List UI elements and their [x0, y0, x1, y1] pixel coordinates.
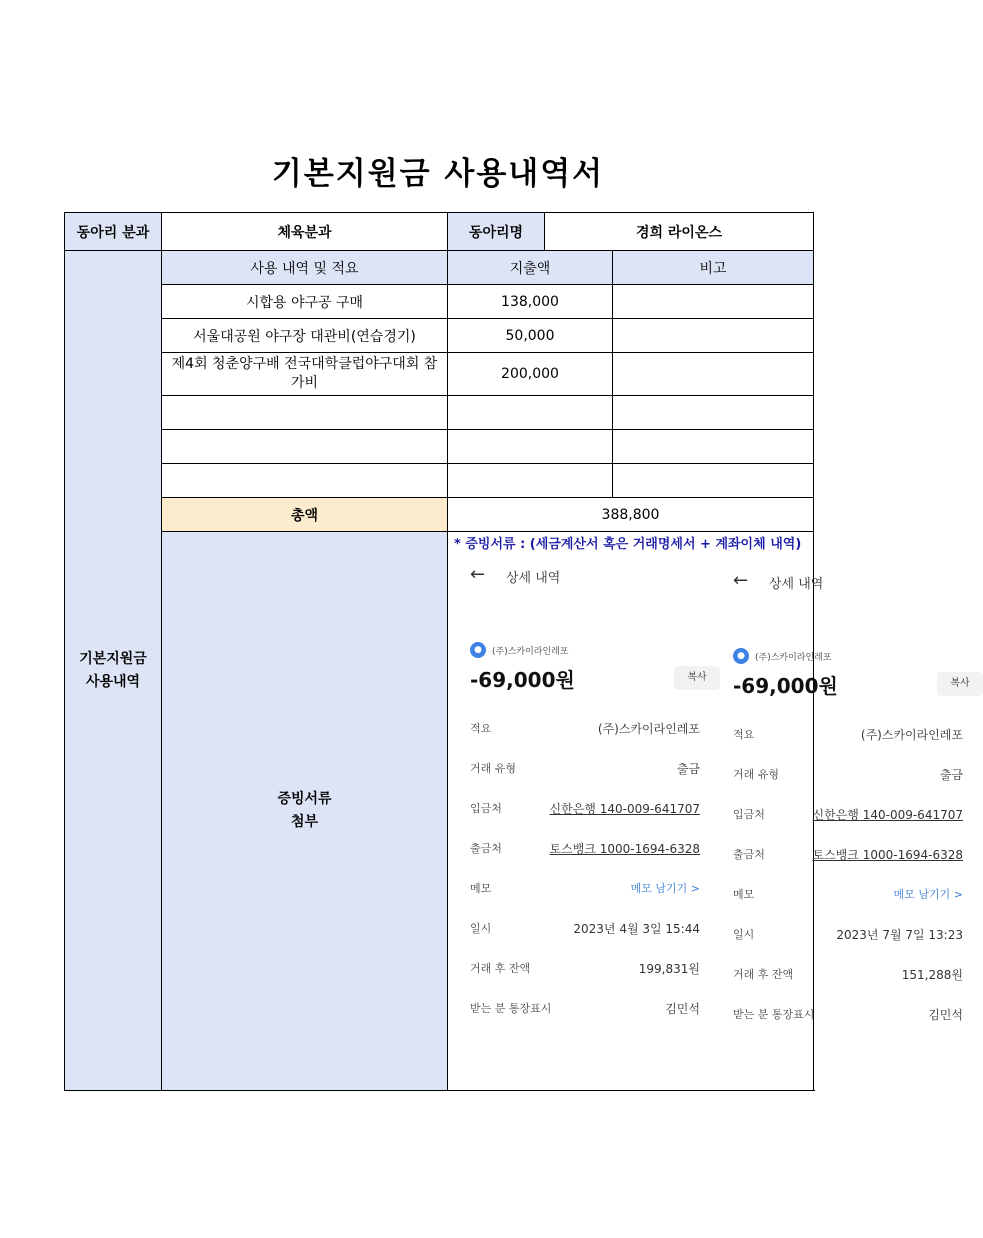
- row-note: [613, 396, 814, 430]
- row-amount: [448, 430, 613, 464]
- field-value: 2023년 4월 3일 15:44: [573, 922, 700, 936]
- receipt-company: (주)스카이라인레포: [492, 647, 569, 657]
- deposit-account-link[interactable]: 신한은행 140-009-641707: [549, 802, 700, 816]
- row-note: [613, 285, 814, 319]
- field-label: 메모: [470, 882, 492, 895]
- receipt-header: 상세 내역: [769, 577, 824, 592]
- company-logo-icon: ●: [733, 648, 749, 664]
- memo-link[interactable]: 메모 남기기 >: [630, 882, 700, 895]
- transfer-receipt: [733, 568, 983, 1048]
- arrow-left-icon[interactable]: ←: [470, 564, 486, 585]
- table-row: [65, 430, 814, 464]
- evidence-note: * 증빙서류 : (세금계산서 혹은 거래명세서 + 계좌이체 내역): [454, 537, 802, 552]
- deposit-account-link[interactable]: 신한은행 140-009-641707: [812, 808, 963, 822]
- row-amount: 138,000: [448, 285, 613, 319]
- row-desc: 서울대공원 야구장 대관비(연습경기): [162, 319, 448, 353]
- field-value: 199,831원: [638, 962, 700, 976]
- field-label: 메모: [733, 888, 755, 901]
- field-label: 출금처: [733, 848, 765, 861]
- evidence-area: [448, 532, 970, 1091]
- memo-link[interactable]: 메모 남기기 >: [893, 888, 963, 901]
- table-row: [65, 319, 814, 353]
- row-desc: [162, 430, 448, 464]
- company-logo-icon: ●: [470, 642, 486, 658]
- row-note: [613, 464, 814, 498]
- row-desc: 제4회 청춘양구배 전국대학클럽야구대회 참가비: [162, 353, 448, 396]
- col-amount-header: 지출액: [448, 251, 613, 285]
- field-label: 일시: [470, 922, 492, 935]
- field-label: 입금처: [733, 808, 765, 821]
- field-label: 적요: [733, 728, 755, 741]
- document-title: 기본지원금 사용내역서: [271, 156, 605, 192]
- row-note: [613, 430, 814, 464]
- total-label: 총액: [162, 498, 448, 532]
- field-label: 거래 후 잔액: [470, 962, 531, 975]
- receipt-company: (주)스카이라인레포: [755, 653, 832, 663]
- total-value: 388,800: [448, 498, 814, 532]
- row-amount: [448, 464, 613, 498]
- col-desc-header: 사용 내역 및 적요: [162, 251, 448, 285]
- row-desc: [162, 396, 448, 430]
- transfer-receipt: [470, 562, 720, 1042]
- table-row: [65, 285, 814, 319]
- usage-section-label: 기본지원금 사용내역: [65, 251, 162, 1091]
- field-label: 거래 유형: [470, 762, 517, 775]
- receipt-header: 상세 내역: [506, 571, 561, 586]
- dept-label: 동아리 분과: [65, 213, 162, 251]
- field-label: 입금처: [470, 802, 502, 815]
- field-label: 거래 후 잔액: [733, 968, 794, 981]
- row-desc: [162, 464, 448, 498]
- table-row: [65, 464, 814, 498]
- field-value: 2023년 7월 7일 13:23: [836, 928, 963, 942]
- field-label: 거래 유형: [733, 768, 780, 781]
- field-value: 151,288원: [901, 968, 963, 982]
- row-amount: 50,000: [448, 319, 613, 353]
- field-value: 출금: [676, 762, 700, 776]
- field-label: 일시: [733, 928, 755, 941]
- usage-form-table: [64, 212, 970, 1091]
- row-amount: [448, 396, 613, 430]
- field-label: 받는 분 통장표시: [733, 1008, 815, 1021]
- copy-button[interactable]: 복사: [937, 672, 983, 696]
- table-row: [65, 353, 814, 396]
- receipt-amount: -69,000원: [470, 668, 575, 692]
- copy-button[interactable]: 복사: [674, 666, 720, 690]
- field-value: (주)스카이라인레포: [860, 728, 963, 742]
- row-note: [613, 353, 814, 396]
- row-note: [613, 319, 814, 353]
- field-value: 출금: [939, 768, 963, 782]
- club-value: 경희 라이온스: [545, 213, 814, 251]
- arrow-left-icon[interactable]: ←: [733, 570, 749, 591]
- evidence-section-label: 증빙서류 첨부: [162, 532, 448, 1091]
- row-amount: 200,000: [448, 353, 613, 396]
- table-row: [65, 396, 814, 430]
- col-note-header: 비고: [613, 251, 814, 285]
- field-value: (주)스카이라인레포: [597, 722, 700, 736]
- field-value: 김민석: [928, 1008, 963, 1022]
- dept-value: 체육분과: [162, 213, 448, 251]
- withdraw-account-link[interactable]: 토스뱅크 1000-1694-6328: [549, 842, 700, 856]
- field-label: 적요: [470, 722, 492, 735]
- field-label: 받는 분 통장표시: [470, 1002, 552, 1015]
- withdraw-account-link[interactable]: 토스뱅크 1000-1694-6328: [812, 848, 963, 862]
- field-value: 김민석: [665, 1002, 700, 1016]
- receipt-amount: -69,000원: [733, 674, 838, 698]
- row-desc: 시합용 야구공 구매: [162, 285, 448, 319]
- field-label: 출금처: [470, 842, 502, 855]
- club-label: 동아리명: [448, 213, 545, 251]
